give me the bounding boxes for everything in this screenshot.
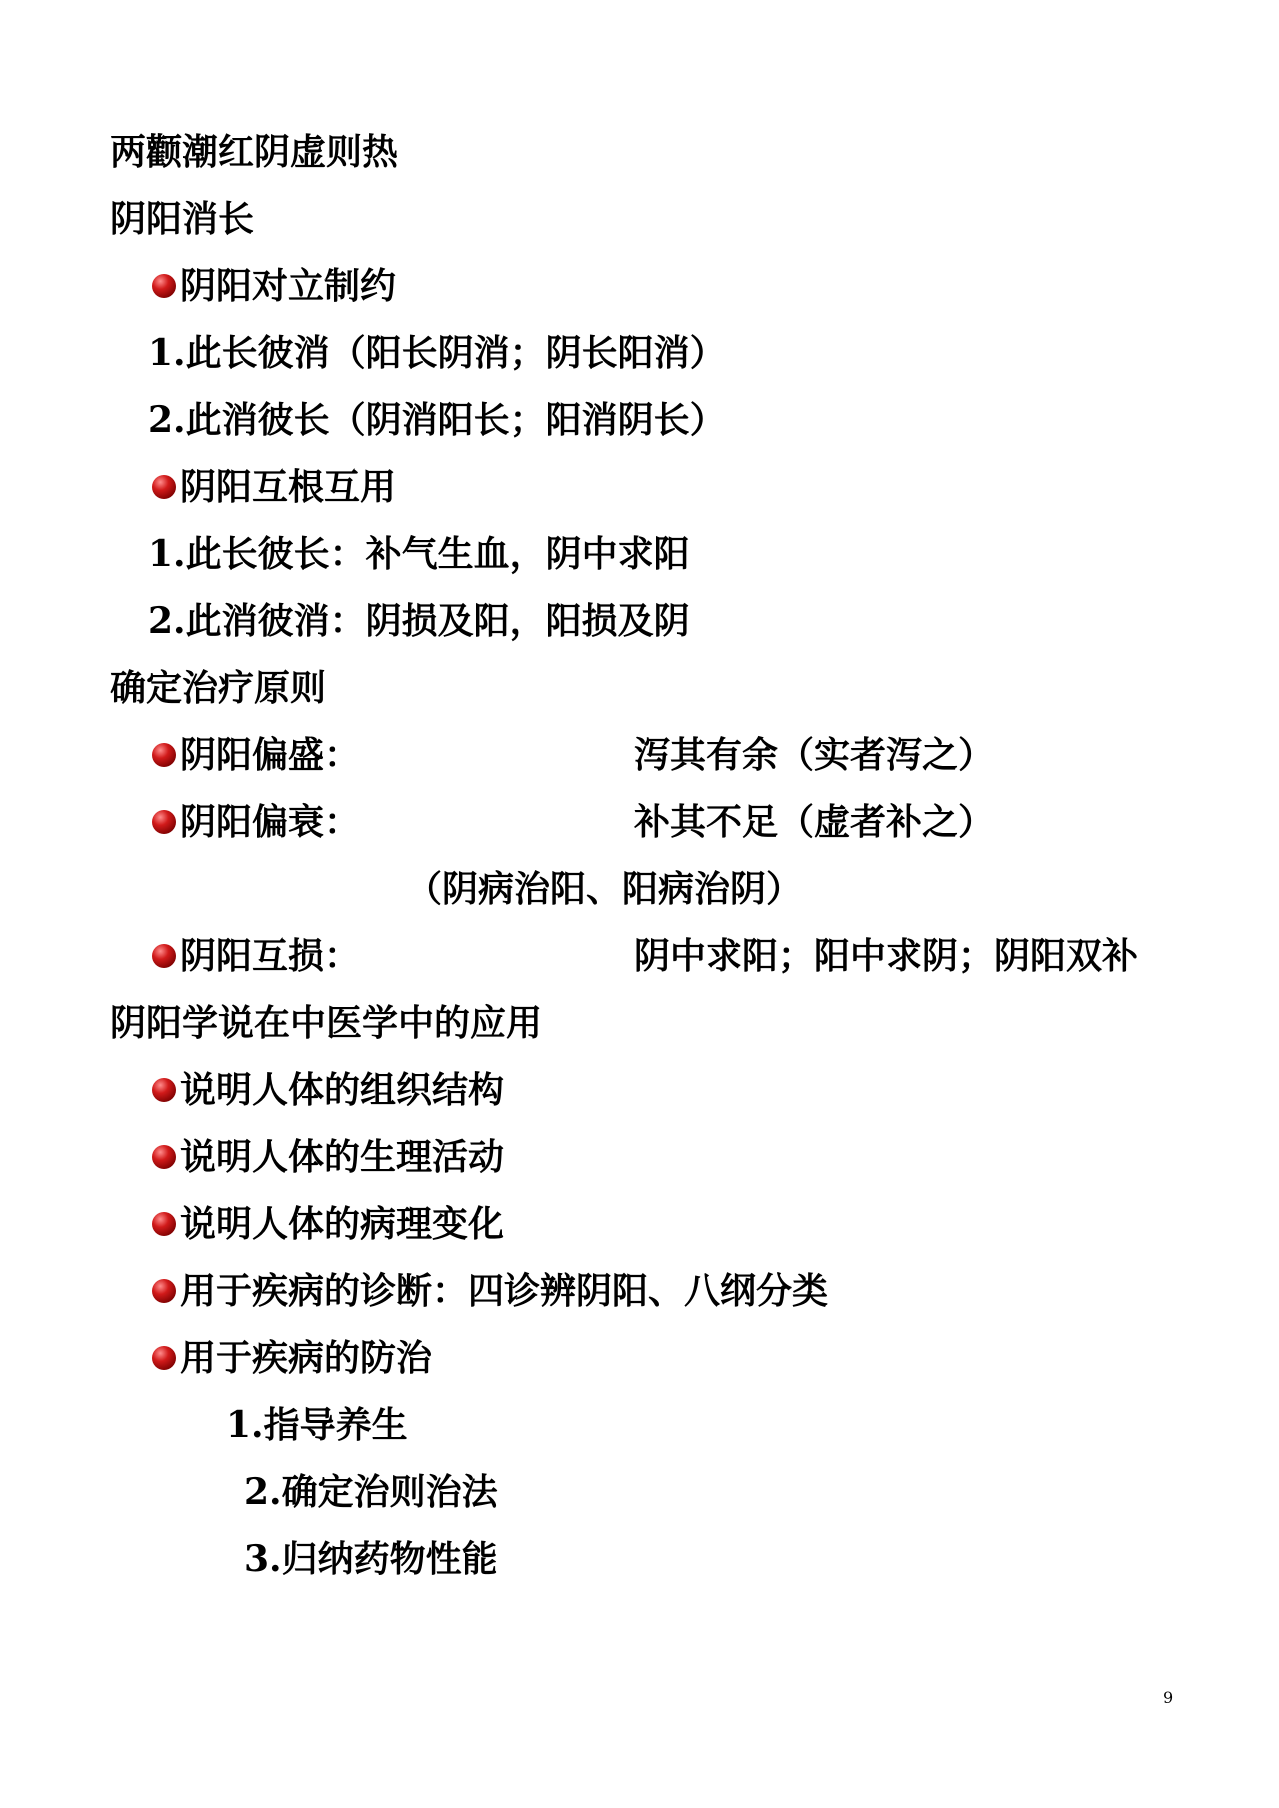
bullet-item [152, 800, 360, 844]
text-line: 两颧潮红阴虚则热 [110, 131, 399, 173]
bullet-icon [152, 743, 176, 767]
bullet-icon [152, 1078, 176, 1102]
numbered-item: 2.此消彼长（阴消阳长；阳消阴长） [148, 399, 726, 441]
section-heading: 确定治疗原则 [110, 667, 327, 709]
bullet-item [152, 1135, 504, 1179]
bullet-item-label: 阴阳对立制约 [180, 265, 397, 307]
section-heading: 阴阳学说在中医学中的应用 [110, 1002, 543, 1044]
bullet-item-label: 说明人体的病理变化 [180, 1203, 505, 1245]
page-number: 9 [1163, 1688, 1174, 1707]
principle-text: 补其不足（虚者补之） [634, 801, 995, 843]
bullet-item [152, 1336, 432, 1380]
bullet-icon [152, 475, 176, 499]
bullet-item-label: 阴阳互根互用 [180, 466, 397, 508]
bullet-icon [152, 274, 176, 298]
numbered-item: 1.指导养生 [226, 1404, 408, 1446]
bullet-item [152, 465, 396, 509]
section-heading: 阴阳消长 [110, 198, 255, 240]
bullet-item [152, 264, 396, 308]
bullet-icon [152, 1279, 176, 1303]
bullet-icon [152, 810, 176, 834]
bullet-icon [152, 944, 176, 968]
bullet-icon [152, 1212, 176, 1236]
numbered-item: 1.此长彼消（阳长阴消；阴长阳消） [148, 332, 726, 374]
principle-text: 阴中求阳；阳中求阴；阴阳双补 [634, 935, 1139, 977]
bullet-item-label: 用于疾病的防治 [180, 1337, 433, 1379]
numbered-item: 1.此长彼长：补气生血，阴中求阳 [148, 533, 690, 575]
bullet-item-label: 阴阳互损： [180, 935, 361, 977]
bullet-item-label: 阴阳偏盛： [180, 734, 361, 776]
bullet-item [152, 1068, 504, 1112]
bullet-icon [152, 1145, 176, 1169]
text-line: （阴病治阳、阳病治阴） [406, 868, 803, 910]
bullet-item [152, 934, 360, 978]
numbered-item: 3.归纳药物性能 [244, 1538, 498, 1580]
bullet-item-label: 说明人体的生理活动 [180, 1136, 505, 1178]
bullet-item [152, 733, 360, 777]
numbered-item: 2.此消彼消：阴损及阳，阳损及阴 [148, 600, 690, 642]
bullet-item [152, 1269, 828, 1313]
numbered-item: 2.确定治则治法 [244, 1471, 498, 1513]
bullet-icon [152, 1346, 176, 1370]
bullet-item [152, 1202, 504, 1246]
bullet-item-label: 说明人体的组织结构 [180, 1069, 505, 1111]
bullet-item-label: 阴阳偏衰： [180, 801, 361, 843]
bullet-item-label: 用于疾病的诊断：四诊辨阴阳、八纲分类 [180, 1270, 829, 1312]
principle-text: 泻其有余（实者泻之） [634, 734, 995, 776]
